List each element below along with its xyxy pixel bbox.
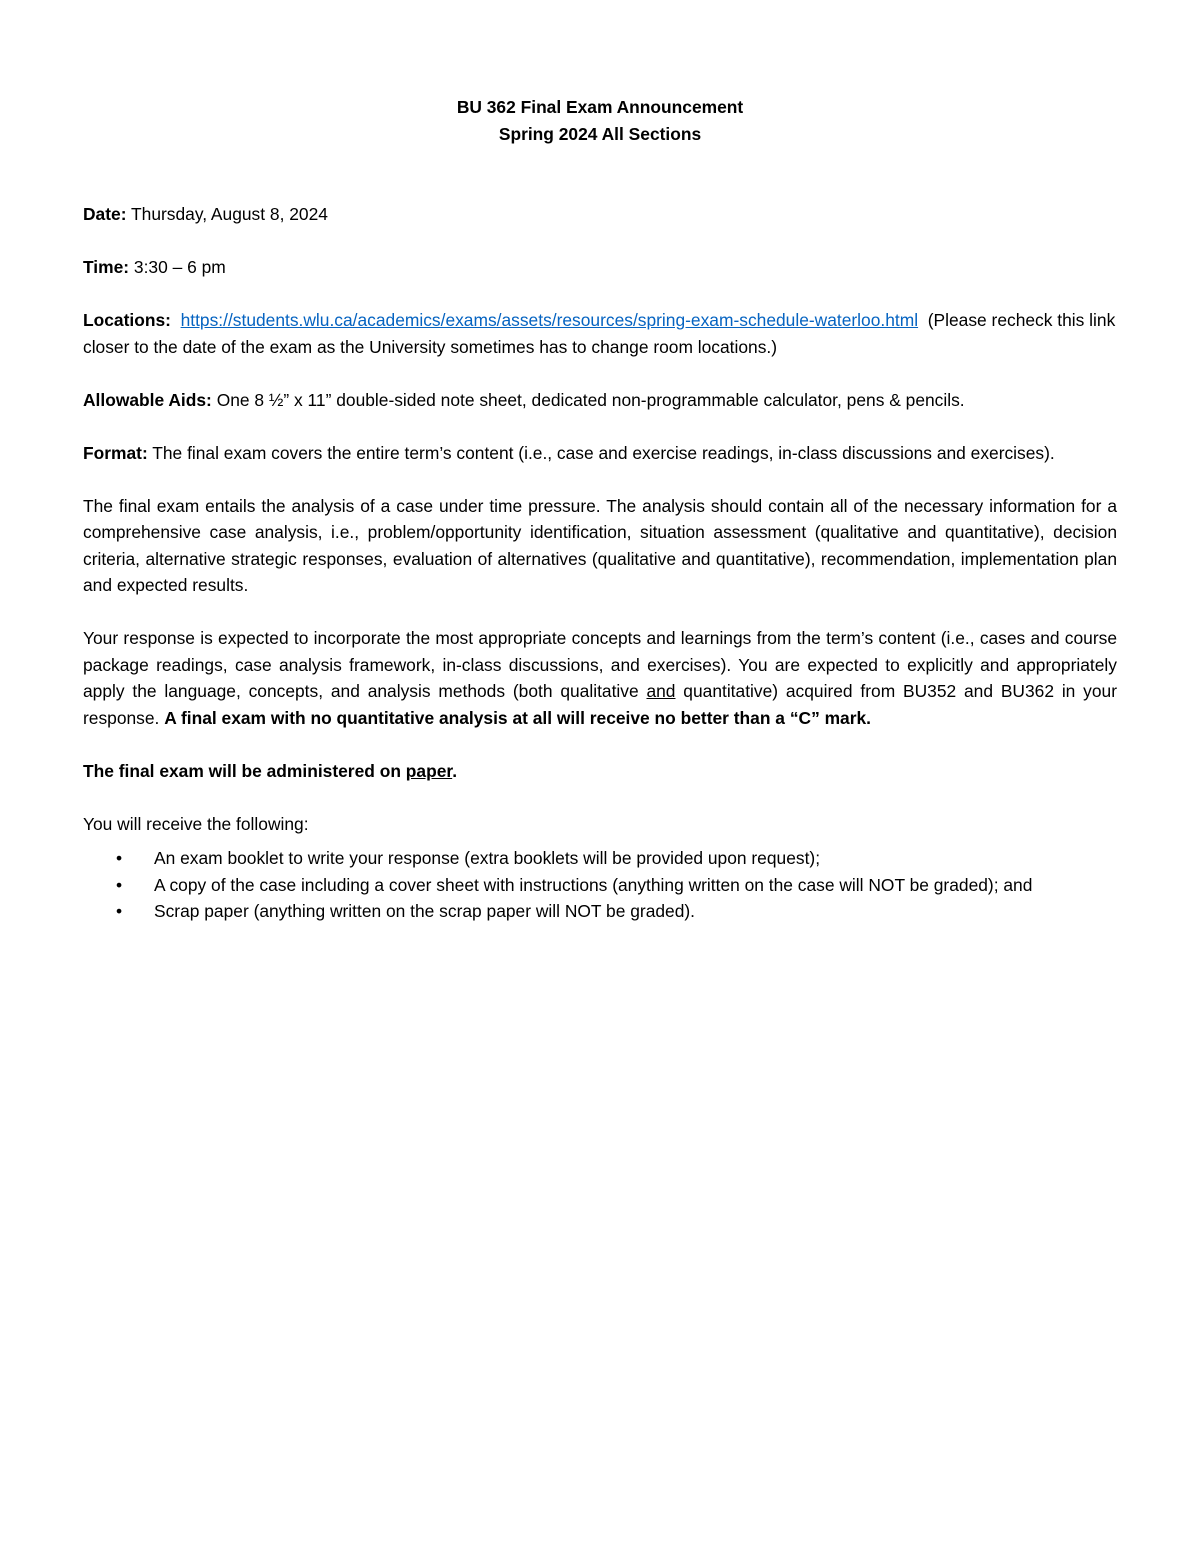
list-item (83, 898, 1117, 925)
aids-paragraph (83, 387, 1117, 414)
receive-list (83, 845, 1117, 925)
list-item-text: An exam booklet to write your response (extra booklets will be provided upon request); (154, 848, 821, 868)
aids-label: Allowable Aids: (83, 389, 212, 410)
document-body (83, 94, 1117, 925)
list-item (83, 872, 1117, 899)
receive-intro: You will receive the following: (83, 813, 309, 834)
response-paragraph (83, 625, 1117, 731)
exam-schedule-link[interactable]: https://students.wlu.ca/academics/exams/assets/resources/spring-exam-schedule-waterloo.html (180, 310, 919, 330)
list-item (83, 845, 1117, 872)
time-label: Time: (83, 257, 130, 277)
time-paragraph (83, 254, 1117, 281)
analysis-paragraph: The final exam entails the analysis of a case under time pressure. The analysis should contain all of the necessary information for a comprehensive case analysis, i.e., problem/opportunity identification, situation assessment (qualitative and quantitative), decision criteria, alternative strategic responses, evaluation of alternatives (qualitative and quantitative), recommendation, implementation plan and expected results. (83, 495, 1117, 595)
title-line-1: BU 362 Final Exam Announcement (456, 97, 744, 117)
format-value: The final exam covers the entire term’s content (i.e., case and exercise readings, in-class discussions and exercises). (152, 442, 1055, 463)
paper-notice (83, 758, 1117, 785)
title-line-2: Spring 2024 All Sections (498, 123, 702, 144)
list-item-text: A copy of the case including a cover sheet with instructions (anything written on the case will NOT be graded); and (154, 874, 1033, 895)
paper-notice-underlined: paper (405, 760, 453, 781)
date-value: Thursday, August 8, 2024 (131, 204, 328, 224)
time-value: 3:30 – 6 pm (133, 257, 226, 277)
paper-notice-suffix: . (452, 760, 458, 781)
response-and-word: and (646, 681, 676, 701)
list-item-text: Scrap paper (anything written on the scrap paper will NOT be graded). (154, 901, 696, 921)
quantitative-warning: A final exam with no quantitative analysis at all will receive no better than a “C” mark. (164, 707, 872, 728)
date-label: Date: (83, 204, 127, 224)
paper-notice-prefix: The final exam will be administered on (83, 760, 406, 781)
locations-note: (Please recheck this link closer to the date of the exam as the University sometimes has to change room locations.) (83, 310, 1116, 357)
format-label: Format: (83, 442, 148, 463)
document-title (83, 94, 1117, 147)
format-paragraph (83, 440, 1117, 467)
date-paragraph (83, 201, 1117, 228)
bullet-icon: • (116, 901, 123, 921)
aids-value: One 8 ½” x 11” double-sided note sheet, dedicated non-programmable calculator, pens & pencils. (216, 389, 965, 410)
response-text-part1: Your response is expected to incorporate the most appropriate concepts and learnings from the term’s content (i.e., cases and course package readings, case analysis framework, in-class discussions, and exercises). You are expected to explicitly and appropriately apply the language, concepts, and analysis methods (both qualitative (83, 628, 1117, 701)
locations-label: Locations: (83, 310, 171, 330)
bullet-icon: • (116, 874, 123, 895)
response-text-part2: quantitative) acquired from BU352 and BU362 in your response. (83, 681, 1118, 728)
locations-paragraph (83, 307, 1117, 360)
bullet-icon: • (116, 848, 123, 868)
paper-notice-text (83, 761, 457, 781)
